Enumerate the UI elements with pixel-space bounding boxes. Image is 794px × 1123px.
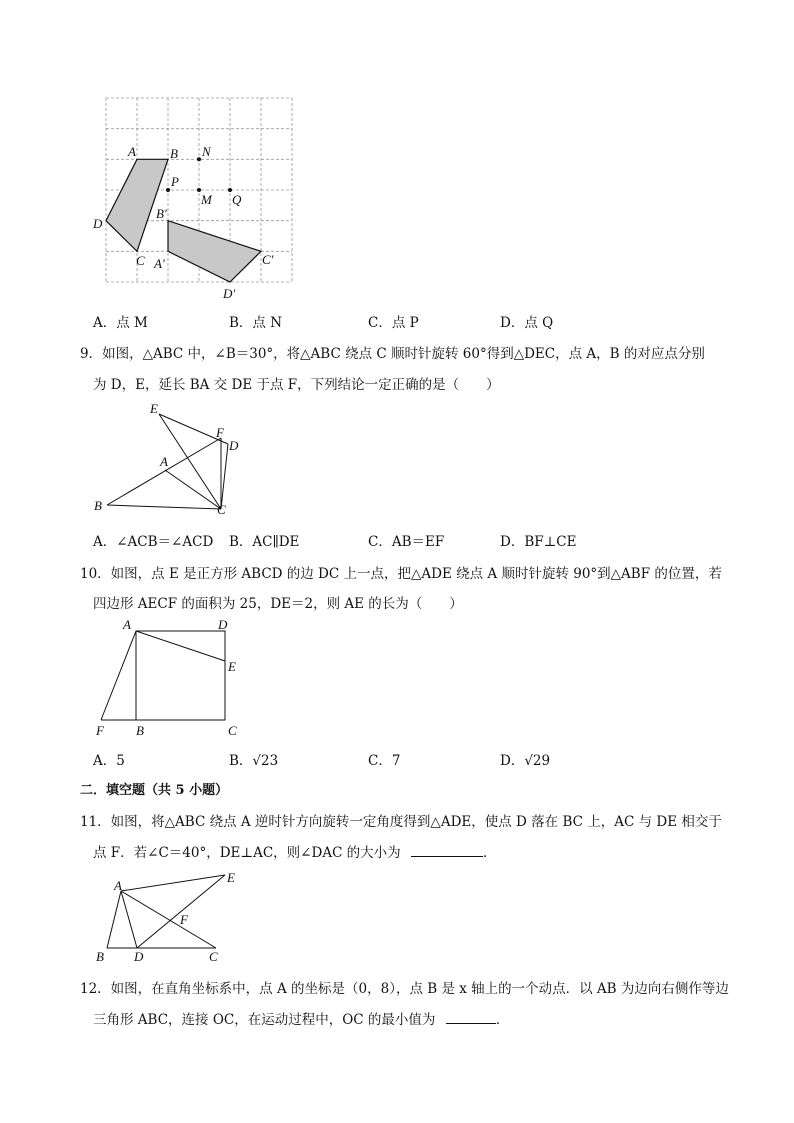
label-A: A <box>128 144 136 159</box>
label-E: E <box>228 659 236 674</box>
label-D: D <box>229 438 239 453</box>
option-b: B．AC∥DE <box>229 534 300 550</box>
label-Ap: A′ <box>154 256 165 271</box>
point-P <box>166 188 170 192</box>
label-E: E <box>227 870 235 885</box>
option-a: A．点 M <box>93 315 148 331</box>
q11-stem-end: ． <box>482 845 497 861</box>
q12-stem-text: 三角形 ABC，连接 OC，在运动过程中，OC 的最小值为 <box>93 1012 436 1028</box>
option-d: D．BF⊥CE <box>500 534 577 550</box>
q11-stem-text: 点 F．若∠C＝40°，DE⊥AC，则∠DAC 的大小为 <box>93 845 401 861</box>
option-c: C．点 P <box>368 315 419 331</box>
option-a: A．∠ACB＝∠ACD <box>93 534 214 550</box>
q9-stem-line1: 9．如图，△ABC 中，∠B＝30°，将△ABC 绕点 C 顺时针旋转 60°得到△DEC，点 A，B 的对应点分别 <box>80 346 705 362</box>
q12-stem-line1: 12．如图，在直角坐标系中，点 A 的坐标是（0，8），点 B 是 x 轴上的一个动点．以 AB 为边向右侧作等边 <box>80 981 729 997</box>
q9-figure <box>90 398 260 518</box>
answer-blank[interactable] <box>446 1009 496 1024</box>
section-title: 二．填空题（共 5 小题） <box>80 783 229 798</box>
label-M: M <box>201 192 212 207</box>
label-F: F <box>180 912 188 927</box>
q11-stem-line1: 11．如图，将△ABC 绕点 A 逆时针方向旋转一定角度得到△ADE，使点 D 落在 BC 上，AC 与 DE 相交于 <box>80 814 722 830</box>
label-Q: Q <box>232 192 242 207</box>
label-Cp: C′ <box>262 252 274 267</box>
label-C: C <box>136 253 145 268</box>
label-A: A <box>123 617 131 632</box>
option-c: C．AB＝EF <box>368 534 445 550</box>
label-B: B <box>96 949 104 964</box>
q10-stem-line1: 10．如图，点 E 是正方形 ABCD 的边 DC 上一点，把△ADE 绕点 A 顺时针旋转 90°到△ABF 的位置，若 <box>80 566 722 582</box>
answer-blank[interactable] <box>411 842 483 857</box>
q11-figure <box>90 865 250 965</box>
label-D: D <box>218 617 228 632</box>
q10-stem-line2: 四边形 AECF 的面积为 25，DE＝2，则 AE 的长为（ ） <box>93 596 463 612</box>
quad-ApBpCpDp <box>168 221 261 282</box>
label-A: A <box>114 878 122 893</box>
q10-figure <box>90 615 250 740</box>
point-N <box>197 157 201 161</box>
q12-stem-end: ． <box>495 1012 510 1028</box>
label-C: C <box>217 502 226 517</box>
q9-stem-line2: 为 D，E，延长 BA 交 DE 于点 F，下列结论一定正确的是（ ） <box>93 377 500 393</box>
option-a: A．5 <box>93 753 125 769</box>
label-B: B <box>136 723 144 738</box>
label-Dp: D′ <box>223 286 236 301</box>
label-D: D <box>134 949 144 964</box>
label-A: A <box>160 454 168 469</box>
label-Bp: B′ <box>156 206 167 221</box>
option-d: D．点 Q <box>500 315 554 331</box>
label-C: C <box>209 949 218 964</box>
option-c: C．7 <box>368 753 401 769</box>
q12-stem-line2 <box>93 1008 509 1028</box>
label-F: F <box>216 425 224 440</box>
option-b: B．√23 <box>229 753 279 769</box>
option-d: D．√29 <box>500 753 551 769</box>
label-B: B <box>94 498 102 513</box>
q8-grid-figure <box>90 90 300 305</box>
label-E: E <box>150 401 158 416</box>
label-P: P <box>171 174 179 189</box>
label-F: F <box>96 723 104 738</box>
label-C: C <box>228 723 237 738</box>
label-N: N <box>202 144 211 159</box>
label-D: D <box>93 216 103 231</box>
option-b: B．点 N <box>229 315 283 331</box>
q11-stem-line2 <box>93 841 496 861</box>
label-B: B <box>170 146 178 161</box>
